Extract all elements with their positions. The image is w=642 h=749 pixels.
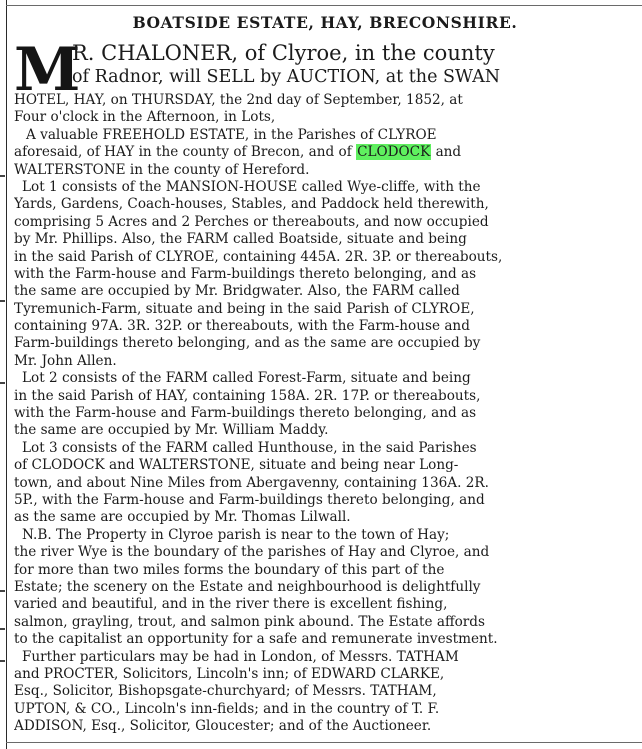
text-line: Tyremunich-Farm, situate and being in the said Parish of CLYROE,: [14, 300, 475, 317]
highlighted-word: CLODOCK: [357, 144, 431, 161]
text-line: HOTEL, HAY, on THURSDAY, the 2nd day of September, 1852, at: [14, 92, 463, 108]
text-line: comprising 5 Acres and 2 Perches or thereabouts, and now occupied: [14, 213, 489, 230]
lead-line: of Radnor, will SELL by AUCTION, at the SWAN: [72, 67, 501, 87]
text-line: ADDISON, Esq., Solicitor, Gloucester; and of the Auctioneer.: [14, 718, 432, 735]
text-line: for more than two miles forms the boundary of this part of the: [14, 561, 445, 578]
margin-marks: [0, 0, 6, 749]
column-rule-left: [6, 0, 7, 749]
text-line: and PROCTER, Solicitors, Lincoln's inn; of EDWARD CLARKE,: [14, 665, 445, 682]
text-fragment: aforesaid, of HAY in the county of Brecon, and of: [14, 144, 357, 161]
text-line: Lot 1 consists of the MANSION-HOUSE called Wye-cliffe, with the: [22, 178, 481, 195]
text-line: Four o'clock in the Afternoon, in Lots,: [14, 109, 276, 126]
text-line: containing 97A. 3R. 32P. or thereabouts, with the Farm-house and: [14, 318, 470, 335]
text-line: in the said Parish of HAY, containing 158A. 2R. 17P. or thereabouts,: [14, 387, 481, 404]
text-line: the river Wye is the boundary of the parishes of Hay and Clyroe, and: [14, 544, 490, 561]
article-heading: BOATSIDE ESTATE, HAY, BRECONSHIRE.: [132, 13, 518, 32]
text-line: N.B. The Property in Clyroe parish is near to the town of Hay;: [22, 526, 450, 543]
text-line: Further particulars may be had in London, of Messrs. TATHAM: [22, 648, 459, 665]
lead-paragraph: [14, 35, 636, 114]
text-line: Lot 2 consists of the FARM called Forest-Farm, situate and being: [22, 370, 471, 387]
text-line: town, and about Nine Miles from Abergavenny, containing 136A. 2R.: [14, 474, 489, 491]
text-line: Lot 3 consists of the FARM called Hunthouse, in the said Parishes: [22, 439, 477, 456]
text-line: [14, 144, 636, 161]
text-fragment: and: [431, 144, 462, 161]
text-line: UPTON, & CO., Lincoln's inn-fields; and in the country of T. F.: [14, 700, 440, 717]
text-line: as the same are occupied by Mr. Thomas Lilwall.: [14, 509, 351, 526]
lead-line: R. CHALONER, of Clyroe, in the county: [72, 41, 495, 65]
top-rule: [6, 5, 642, 6]
text-line: Estate; the scenery on the Estate and neighbourhood is delightfully: [14, 578, 481, 595]
text-line: 5P., with the Farm-house and Farm-buildings thereto belonging, and: [14, 491, 485, 508]
text-line: the same are occupied by Mr. Bridgwater. Also, the FARM called: [14, 283, 460, 300]
text-line: Farm-buildings thereto belonging, and as the same are occupied by: [14, 335, 481, 352]
text-line: WALTERSTONE in the county of Hereford.: [14, 161, 310, 178]
text-line: Esq., Solicitor, Bishopsgate-churchyard; of Messrs. TATHAM,: [14, 683, 437, 700]
text-line: with the Farm-house and Farm-buildings thereto belonging, and as: [14, 405, 477, 422]
text-line: in the said Parish of CLYROE, containing 445A. 2R. 3P. or thereabouts,: [14, 248, 503, 265]
text-line: salmon, grayling, trout, and salmon pink abound. The Estate affords: [14, 613, 485, 630]
advertisement-article: [14, 12, 636, 735]
text-line: with the Farm-house and Farm-buildings thereto belonging, and as: [14, 265, 477, 282]
text-line: varied and beautiful, and in the river there is excellent fishing,: [14, 596, 448, 613]
text-line: Mr. John Allen.: [14, 352, 117, 369]
text-line: of CLODOCK and WALTERSTONE, situate and being near Long-: [14, 457, 459, 474]
text-line: by Mr. Phillips. Also, the FARM called Boatside, situate and being: [14, 231, 467, 248]
text-line: to the capitalist an opportunity for a safe and remunerate investment.: [14, 631, 498, 648]
text-line: A valuable FREEHOLD ESTATE, in the Parishes of CLYROE: [26, 126, 437, 143]
text-line: Yards, Gardens, Coach-houses, Stables, and Paddock held therewith,: [14, 196, 489, 213]
body-text: [14, 92, 636, 735]
bottom-rule: [6, 742, 642, 743]
text-line: the same are occupied by Mr. William Maddy.: [14, 422, 329, 439]
drop-cap: M: [14, 35, 81, 105]
